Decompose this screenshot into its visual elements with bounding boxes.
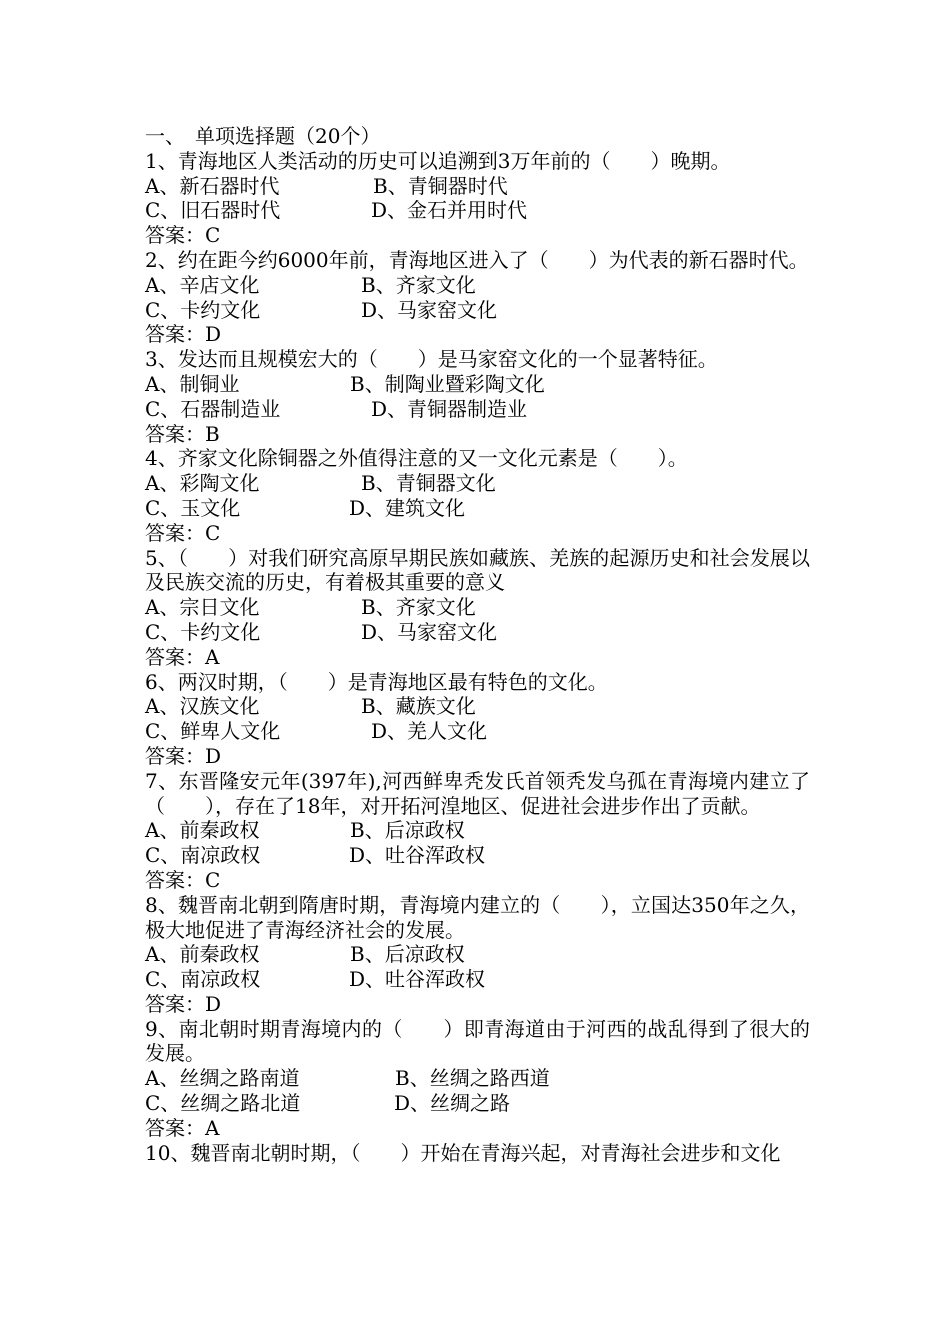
option-c: C、丝绸之路北道 [145, 1091, 301, 1116]
question-text: 7、东晋隆安元年(397年),河西鲜卑秃发氏首领秃发乌孤在青海境内建立了（ ），存在了18年，对开拓河湟地区、促进社会进步作出了贡献。 [145, 768, 810, 818]
options-row [145, 1066, 810, 1091]
option-d: D、金石并用时代 [371, 198, 528, 223]
options-row [145, 174, 810, 199]
option-d: D、丝绸之路 [394, 1091, 511, 1116]
answer-line: 答案：B [145, 421, 220, 446]
answer-line: 答案：C [145, 520, 221, 545]
option-a: A、新石器时代 [145, 173, 280, 198]
question-text: 6、两汉时期，（ ）是青海地区最有特色的文化。 [145, 669, 608, 694]
option-c: C、玉文化 [145, 495, 241, 520]
answer-line: 答案：A [145, 1115, 220, 1140]
option-b: B、后凉政权 [350, 818, 465, 843]
option-b: B、青铜器文化 [361, 471, 496, 496]
option-a: A、前秦政权 [145, 818, 260, 843]
options-row [145, 843, 810, 868]
option-c: C、南凉政权 [145, 843, 261, 868]
answer-line: 答案：D [145, 322, 222, 347]
question-text: 5、（ ）对我们研究高原早期民族如藏族、羌族的起源历史和社会发展以及民族交流的历史，有着极其重要的意义 [145, 545, 810, 595]
option-d: D、马家窑文化 [361, 619, 498, 644]
options-row [145, 620, 810, 645]
options-row [145, 942, 810, 967]
option-b: B、后凉政权 [350, 942, 465, 967]
option-c: C、旧石器时代 [145, 198, 281, 223]
option-a: A、丝绸之路南道 [145, 1066, 300, 1091]
answer-line: 答案：D [145, 991, 222, 1016]
option-d: D、建筑文化 [349, 495, 466, 520]
option-c: C、卡约文化 [145, 619, 261, 644]
question-text: 2、约在距今约6000年前，青海地区进入了（ ）为代表的新石器时代。 [145, 247, 809, 272]
question-text: 1、青海地区人类活动的历史可以追溯到3万年前的（ ）晚期。 [145, 148, 731, 173]
options-row [145, 397, 810, 422]
options-row [145, 967, 810, 992]
option-d: D、马家窑文化 [361, 297, 498, 322]
options-row [145, 298, 810, 323]
option-d: D、吐谷浑政权 [349, 967, 486, 992]
options-row [145, 198, 810, 223]
options-row [145, 471, 810, 496]
option-d: D、青铜器制造业 [371, 396, 528, 421]
option-b: B、藏族文化 [361, 694, 476, 719]
options-row [145, 273, 810, 298]
option-a: A、宗日文化 [145, 595, 260, 620]
answer-line: 答案：C [145, 867, 221, 892]
option-b: B、齐家文化 [361, 595, 476, 620]
option-b: B、青铜器时代 [373, 173, 508, 198]
option-a: A、前秦政权 [145, 942, 260, 967]
options-row [145, 694, 810, 719]
option-a: A、辛店文化 [145, 272, 260, 297]
answer-line: 答案：D [145, 743, 222, 768]
option-b: B、齐家文化 [361, 272, 476, 297]
question-text: 4、齐家文化除铜器之外值得注意的又一文化元素是（ ）。 [145, 446, 688, 471]
option-d: D、羌人文化 [371, 719, 488, 744]
option-b: B、丝绸之路西道 [395, 1066, 550, 1091]
option-a: A、汉族文化 [145, 694, 260, 719]
options-row [145, 496, 810, 521]
question-text: 3、发达而且规模宏大的（ ）是马家窑文化的一个显著特征。 [145, 347, 718, 372]
option-c: C、鲜卑人文化 [145, 719, 281, 744]
option-c: C、南凉政权 [145, 967, 261, 992]
question-text-truncated: 10、魏晋南北朝时期，（ ）开始在青海兴起，对青海社会进步和文化 [145, 1140, 781, 1165]
option-a: A、彩陶文化 [145, 471, 260, 496]
options-row [145, 595, 810, 620]
options-row [145, 818, 810, 843]
options-row [145, 1091, 810, 1116]
answer-line: 答案：A [145, 644, 220, 669]
document-page [145, 124, 810, 1165]
option-d: D、吐谷浑政权 [349, 843, 486, 868]
option-c: C、卡约文化 [145, 297, 261, 322]
option-b: B、制陶业暨彩陶文化 [350, 371, 545, 396]
option-a: A、制铜业 [145, 371, 240, 396]
options-row [145, 719, 810, 744]
section-title: 一、 单项选择题（20个） [145, 124, 381, 148]
option-c: C、石器制造业 [145, 396, 281, 421]
answer-line: 答案：C [145, 223, 221, 248]
question-text: 8、魏晋南北朝到隋唐时期，青海境内建立的（ ），立国达350年之久，极大地促进了青海经济社会的发展。 [145, 892, 810, 942]
question-text: 9、南北朝时期青海境内的（ ）即青海道由于河西的战乱得到了很大的发展。 [145, 1016, 810, 1066]
options-row [145, 372, 810, 397]
